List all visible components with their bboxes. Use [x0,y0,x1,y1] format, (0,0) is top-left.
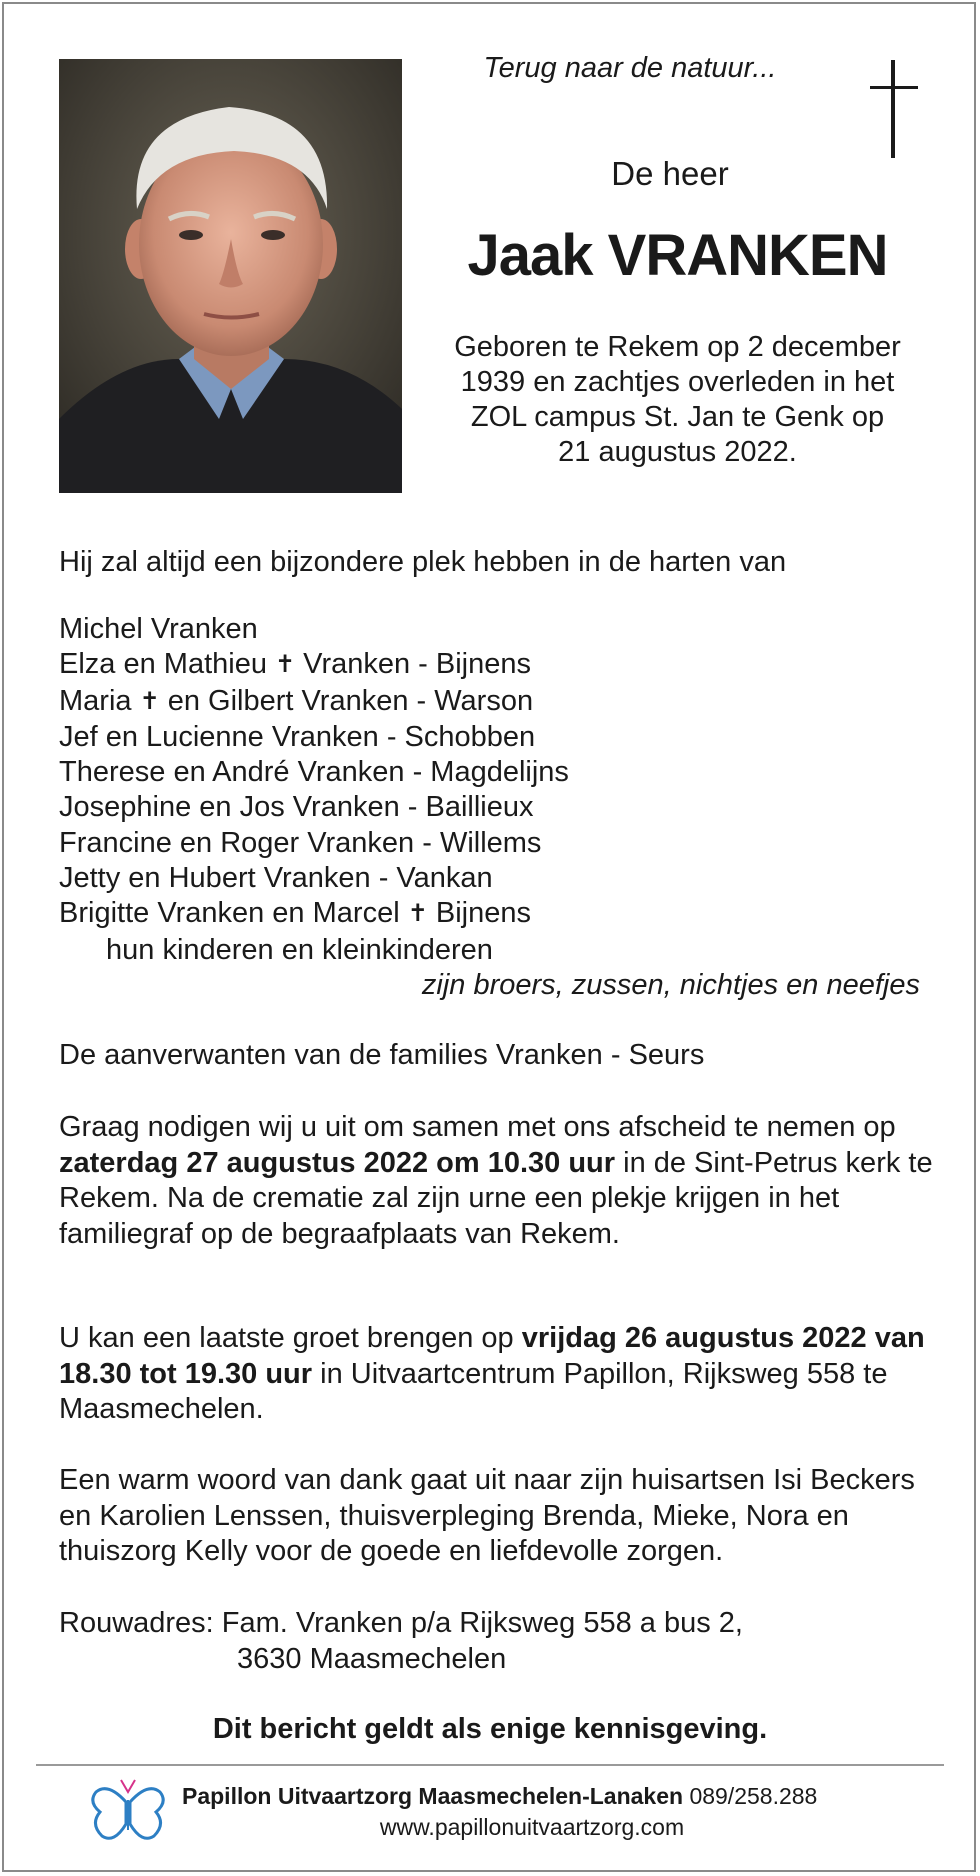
intro-text: Hij zal altijd een bijzondere plek hebben in de harten van [59,546,787,578]
mourning-address [59,1606,939,1677]
family-list [59,612,939,1003]
butterfly-logo-icon [88,1778,168,1850]
family-member: Michel Vranken [59,613,258,645]
family-member: Jef en Lucienne Vranken - Schobben [59,720,536,753]
divider [36,1764,944,1766]
company-phone: 089/258.288 [689,1783,818,1809]
children-line: hun kinderen en kleinkinderen [106,933,493,966]
visitation-text: U kan een laatste groet brengen op vrijdag 26 augustus 2022 van 18.30 tot 19.30 uur in Uitvaartcentrum Papillon, Rijksweg 558 te Maasmechelen. [59,1322,925,1425]
funeral-company [182,1783,817,1810]
family-member: Josephine en Jos Vranken - Baillieux [59,791,534,824]
family-member: Brigitte Vranken en Marcel ✝ Bijnens [59,897,531,930]
family-member: Maria ✝ en Gilbert Vranken - Warson [59,684,534,717]
notice-text: Dit bericht geldt als enige kennisgeving. [212,1713,768,1745]
address-line: 3630 Maasmechelen [237,1642,507,1675]
birth-line: ZOL campus St. Jan te Genk op [470,401,885,433]
ceremony-text: Graag nodigen wij u uit om samen met ons afscheid te nemen op zaterdag 27 augustus 2022 om 10.30 uur in de Sint-Petrus kerk te Rekem. Na de crematie zal zijn urne een plekje krijgen in het familiegraf op de begraafplaats van Rekem. [59,1111,933,1250]
portrait-photo [59,59,402,493]
family-member: Elza en Mathieu ✝ Vranken - Bijnens [59,648,532,681]
birth-death-info [420,330,935,470]
address-line: Rouwadres: Fam. Vranken p/a Rijksweg 558 a bus 2, [59,1607,743,1639]
visitation-date: vrijdag 26 augustus 2022 van 18.30 tot 19.30 uur [59,1322,925,1390]
salutation: De heer [611,155,729,192]
birth-line: Geboren te Rekem op 2 december [454,331,901,363]
birth-line: 21 augustus 2022. [558,436,797,468]
deceased-name: Jaak VRANKEN [467,223,888,288]
family-member: Jetty en Hubert Vranken - Vankan [59,862,493,895]
motto: Terug naar de natuur... [483,52,777,84]
company-name: Papillon Uitvaartzorg Maasmechelen-Lanaken [182,1783,684,1809]
cross-icon: ✝ [275,651,296,679]
relatives-line: zijn broers, zussen, nichtjes en neefjes [421,968,920,1001]
birth-line: 1939 en zachtjes overleden in het [460,366,895,398]
cross-icon: ✝ [407,900,428,928]
inlaws-text: De aanverwanten van de families Vranken - Seurs [59,1039,705,1071]
cross-icon [864,60,924,160]
company-website: www.papillonuitvaartzorg.com [379,1814,685,1840]
ceremony-date: zaterdag 27 augustus 2022 om 10.30 uur [59,1146,616,1179]
family-member: Therese en André Vranken - Magdelijns [59,756,569,789]
family-member: Francine en Roger Vranken - Willems [59,826,542,859]
thanks-text: Een warm woord van dank gaat uit naar zijn huisartsen Isi Beckers en Karolien Lenssen, thuisverpleging Brenda, Mieke, Nora en thuiszorg Kelly voor de goede en liefdevolle zorgen. [59,1464,915,1567]
cross-icon: ✝ [139,687,160,715]
